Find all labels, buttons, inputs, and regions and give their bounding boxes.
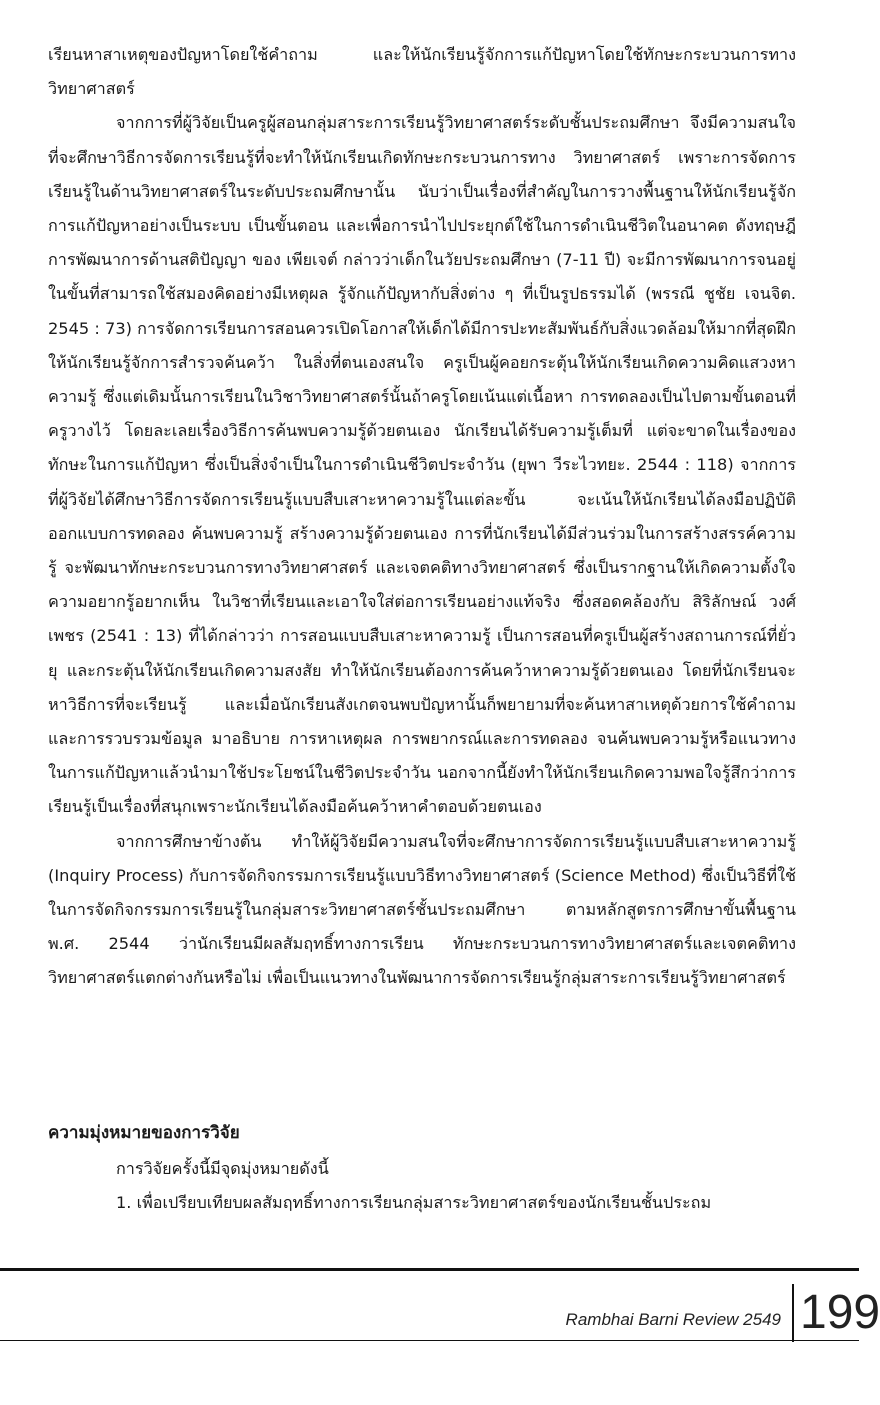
- paragraph-continuation: เรียนหาสาเหตุของปัญหาโดยใช้คำถาม และให้นักเรียนรู้จักการแก้ปัญหาโดยใช้ทักษะกระบวนการทางวิทยาศาสตร์: [48, 45, 796, 99]
- journal-name: Rambhai Barni Review 2549: [565, 1310, 781, 1329]
- section-heading: ความมุ่งหมายของการวิจัย: [48, 1123, 240, 1143]
- body-text: [48, 38, 796, 996]
- footer-divider: [792, 1284, 794, 1342]
- footer-rule-thin: [0, 1340, 859, 1341]
- aim-item-1: 1. เพื่อเปรียบเทียบผลสัมฤทธิ์ทางการเรียนกลุ่มสาระวิทยาศาสตร์ของนักเรียนชั้นประถม: [116, 1193, 712, 1212]
- page-number: 199: [800, 1286, 880, 1339]
- footer-rule-thick: [0, 1268, 859, 1271]
- section-intro: การวิจัยครั้งนี้มีจุดมุ่งหมายดังนี้: [116, 1159, 329, 1178]
- paragraph-rationale: จากการศึกษาข้างต้น ทำให้ผู้วิจัยมีความสนใจที่จะศึกษาการจัดการเรียนรู้แบบสืบเสาะหาความรู้ (Inquiry Process) กับการจัดกิจกรรมการเรียนรู้แบบวิธีทางวิทยาศาสตร์ (Science Method) ซึ่งเป็นวิธีที่ใช้ในการจัดกิจกรรมการเรียนรู้ในกลุ่มสาระวิทยาศาสตร์ชั้นประถมศึกษา ตามหลักสูตรการศึกษาขั้นพื้นฐาน พ.ศ. 2544 ว่านักเรียนมีผลสัมฤทธิ์ทางการเรียน ทักษะกระบวนการทางวิทยาศาสตร์และเจตคติทางวิทยาศาสตร์แตกต่างกันหรือไม่ เพื่อเป็นแนวทางในพัฒนาการจัดการเรียนรู้กลุ่มสาระการเรียนรู้วิทยาศาสตร์: [48, 831, 796, 988]
- paragraph-background: จากการที่ผู้วิจัยเป็นครูผู้สอนกลุ่มสาระการเรียนรู้วิทยาศาสตร์ระดับชั้นประถมศึกษา จึงมีความสนใจที่จะศึกษาวิธีการจัดการเรียนรู้ที่จะทำให้นักเรียนเกิดทักษะกระบวนการทาง วิทยาศาสตร์ เพราะการจัดการเรียนรู้ในด้านวิทยาศาสตร์ในระดับประถมศึกษานั้น นับว่าเป็นเรื่องที่สำคัญในการวางพื้นฐานให้นักเรียนรู้จักการแก้ปัญหาอย่างเป็นระบบ เป็นขั้นตอน และเพื่อการนำไปประยุกต์ใช้ในการดำเนินชีวิตในอนาคต ดังทฤษฎีการพัฒนาการด้านสติปัญญา ของ เพียเจต์ กล่าวว่าเด็กในวัยประถมศึกษา (7-11 ปี) จะมีการพัฒนาการจนอยู่ในขั้นที่สามารถใช้สมองคิดอย่างมีเหตุผล รู้จักแก้ปัญหากับสิ่งต่าง ๆ ที่เป็นรูปธรรมได้ (พรรณี ชูชัย เจนจิต. 2545 : 73) การจัดการเรียนการสอนควรเปิดโอกาสให้เด็กได้มีการปะทะสัมพันธ์กับสิ่งแวดล้อมให้มากที่สุดฝึกให้นักเรียนรู้จักการสำรวจค้นคว้า ในสิ่งที่ตนเองสนใจ ครูเป็นผู้คอยกระตุ้นให้นักเรียนเกิดความคิดแสวงหาความรู้ ซึ่งแต่เดิมนั้นการเรียนในวิชาวิทยาศาสตร์นั้นถ้าครูโดยเน้นแต่เนื้อหา การทดลองเป็นไปตามขั้นตอนที่ครูวางไว้ โดยละเลยเรื่องวิธีการค้นพบความรู้ด้วยตนเอง นักเรียนได้รับความรู้เต็มที่ แต่จะขาดในเรื่องของทักษะในการแก้ปัญหา ซึ่งเป็นสิ่งจำเป็นในการดำเนินชีวิตประจำวัน (ยุพา วีระไวทยะ. 2544 : 118) จากการที่ผู้วิจัยได้ศึกษาวิธีการจัดการเรียนรู้แบบสืบเสาะหาความรู้ในแต่ละขั้น จะเน้นให้นักเรียนได้ลงมือปฏิบัติ ออกแบบการทดลอง ค้นพบความรู้ สร้างความรู้ด้วยตนเอง การที่นักเรียนได้มีส่วนร่วมในการสร้างสรรค์ความรู้ จะพัฒนาทักษะกระบวนการทางวิทยาศาสตร์ และเจตคติทางวิทยาศาสตร์ ซึ่งเป็นรากฐานให้เกิดความตั้งใจ ความอยากรู้อยากเห็น ในวิชาที่เรียนและเอาใจใส่ต่อการเรียนอย่างแท้จริง ซึ่งสอดคล้องกับ สิริลักษณ์ วงศ์เพชร (2541 : 13) ที่ได้กล่าวว่า การสอนแบบสืบเสาะหาความรู้ เป็นการสอนที่ครูเป็นผู้สร้างสถานการณ์ที่ยั่วยุ และกระตุ้นให้นักเรียนเกิดความสงสัย ทำให้นักเรียนต้องการค้นคว้าหาความรู้ด้วยตนเอง โดยที่นักเรียนจะหาวิธีการที่จะเรียนรู้ และเมื่อนักเรียนสังเกตจนพบปัญหานั้นก็พยายามที่จะค้นหาสาเหตุด้วยการใช้คำถาม และการรวบรวมข้อมูล มาอธิบาย การหาเหตุผล การพยากรณ์และการทดลอง จนค้นพบความรู้หรือแนวทางในการแก้ปัญหาแล้วนำมาใช้ประโยชน์ในชีวิตประจำวัน นอกจากนี้ยังทำให้นักเรียนเกิดความพอใจรู้สึกว่าการเรียนรู้เป็นเรื่องที่สนุกเพราะนักเรียนได้ลงมือค้นคว้าหาคำตอบด้วยตนเอง: [48, 113, 796, 817]
